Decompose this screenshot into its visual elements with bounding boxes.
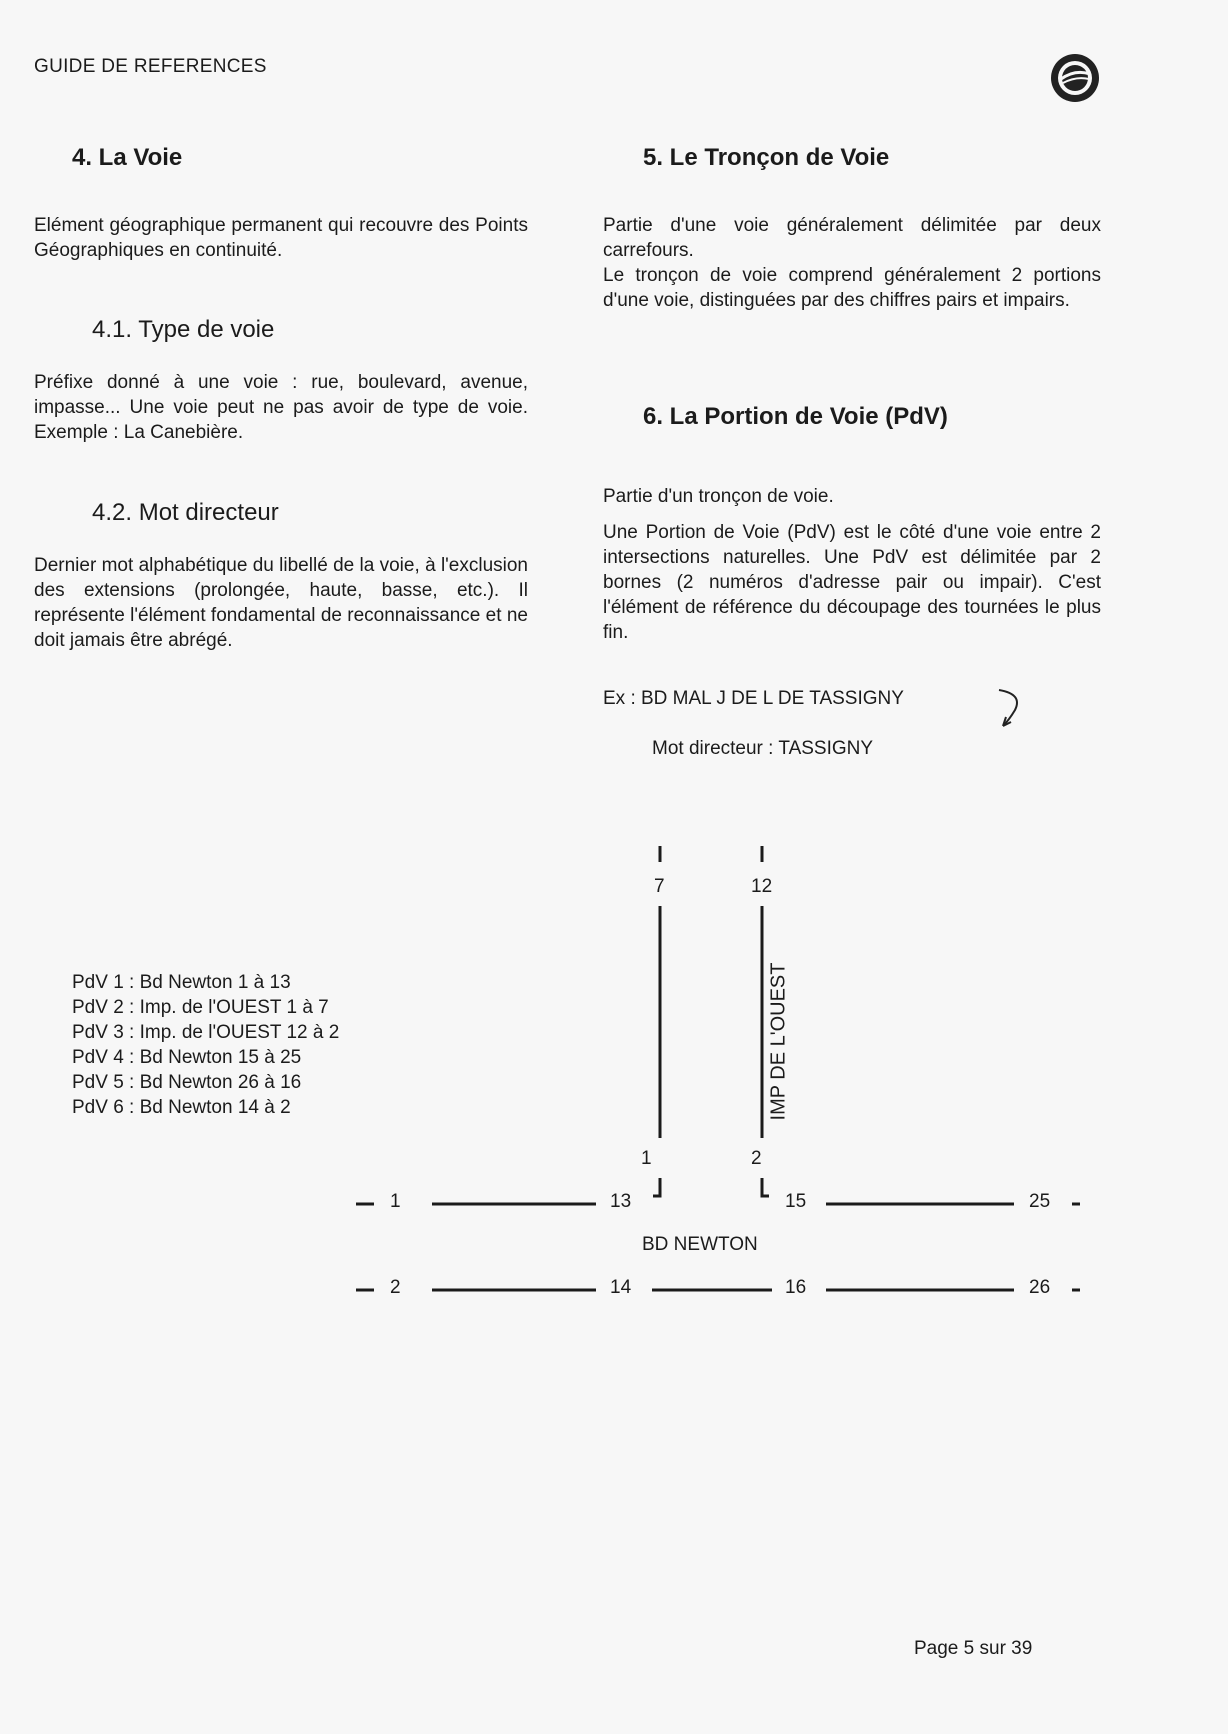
section-5-text-1: Partie d'une voie généralement délimitée par deux carrefours. (603, 215, 1101, 261)
number-1: 1 (390, 1191, 401, 1212)
legend-item: PdV 5 : Bd Newton 26 à 16 (72, 1072, 302, 1093)
section-6-title: 6. La Portion de Voie (PdV) (643, 403, 948, 430)
document-header-title: GUIDE DE REFERENCES (34, 56, 267, 77)
number-15: 15 (785, 1191, 807, 1212)
section-6-text-2: Une Portion de Voie (PdV) est le côté d'une voie entre 2 intersections naturelles. Une PdV est délimitée par 2 bornes (2 numéros d'adresse pair ou impair). C'est l'élément de référence du découpage des tournées le plus fin. (603, 522, 1101, 643)
legend-item: PdV 4 : Bd Newton 15 à 25 (72, 1047, 302, 1068)
page-number: Page 5 sur 39 (914, 1638, 1033, 1659)
corner-left (653, 1178, 660, 1196)
section-4-2-title: 4.2. Mot directeur (92, 499, 279, 526)
number-13: 13 (610, 1191, 632, 1212)
section-4-text: Elément géographique permanent qui recouvre des Points Géographiques en continuité. (34, 215, 528, 261)
street-name-bd-newton: BD NEWTON (642, 1234, 758, 1255)
section-5-title: 5. Le Tronçon de Voie (643, 144, 890, 171)
legend-item: PdV 6 : Bd Newton 14 à 2 (72, 1097, 291, 1118)
section-4-1-text: Préfixe donné à une voie : rue, boulevard, avenue, impasse... Une voie peut ne pas avoir de type de voie. Exemple : La Canebière. (34, 372, 528, 443)
number-14: 14 (610, 1277, 632, 1298)
section-4-title: 4. La Voie (72, 144, 183, 171)
legend-item: PdV 1 : Bd Newton 1 à 13 (72, 972, 291, 993)
number-7: 7 (654, 876, 665, 897)
number-25: 25 (1029, 1191, 1051, 1212)
number-2-top: 2 (751, 1148, 762, 1169)
section-4-1-title: 4.1. Type de voie (92, 316, 275, 343)
number-12: 12 (751, 876, 773, 897)
number-16: 16 (785, 1277, 807, 1298)
section-4-2-text: Dernier mot alphabétique du libellé de la voie, à l'exclusion des extensions (prolongée, haute, basse, etc.). Il représente l'élément fondamental de reconnaissance et ne doit jamais être abrégé. (34, 555, 528, 651)
legend-item: PdV 3 : Imp. de l'OUEST 12 à 2 (72, 1022, 340, 1043)
corner-right (762, 1178, 769, 1196)
street-name-imp-de-l-ouest: IMP DE L'OUEST (767, 962, 790, 1121)
number-26: 26 (1029, 1277, 1051, 1298)
section-5-text-2: Le tronçon de voie comprend généralement 2 portions d'une voie, distinguées par des chiffres pairs et impairs. (603, 265, 1101, 311)
legend-item: PdV 2 : Imp. de l'OUEST 1 à 7 (72, 997, 329, 1018)
number-2: 2 (390, 1277, 401, 1298)
section-6-text-1: Partie d'un tronçon de voie. (603, 486, 834, 507)
number-1-top: 1 (641, 1148, 652, 1169)
mot-directeur-text: Mot directeur : TASSIGNY (652, 738, 874, 759)
example-text: Ex : BD MAL J DE L DE TASSIGNY (603, 688, 904, 709)
